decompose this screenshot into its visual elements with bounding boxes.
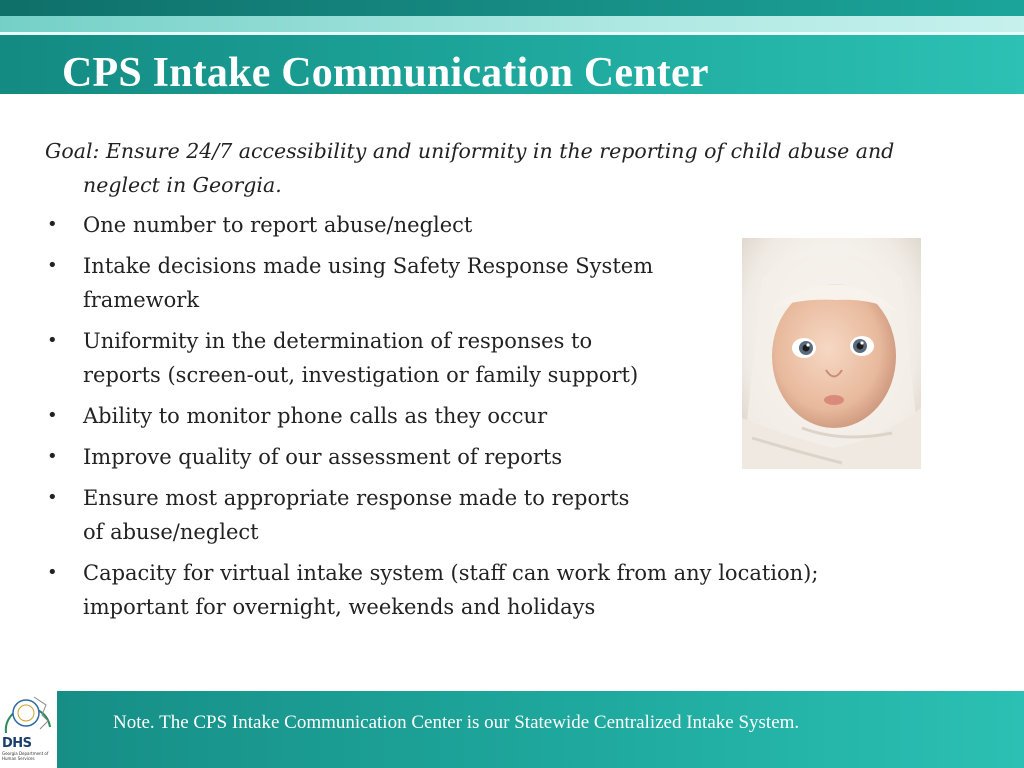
banner-light-stripe <box>0 16 1024 32</box>
goal-statement: Goal: Ensure 24/7 accessibility and uniformity in the reporting of child abuse and neglect in Georgia. <box>45 139 895 197</box>
bullet-text: Improve quality of our assessment of reports <box>83 445 563 469</box>
title-banner <box>0 0 1024 94</box>
banner-white-rule <box>0 32 1024 35</box>
footer-note: Note. The CPS Intake Communication Center is our Statewide Centralized Intake System. <box>113 712 800 733</box>
bullet-dot: • <box>47 446 58 467</box>
dhs-logo <box>0 691 57 768</box>
bullet-dot: • <box>47 330 58 351</box>
baby-photo-illustration <box>742 238 921 469</box>
dhs-logo-text: DHS <box>2 736 32 751</box>
bullet-item <box>45 324 673 392</box>
bullet-item <box>45 249 673 317</box>
bullet-item <box>45 440 845 474</box>
georgia-seal-icon <box>0 691 57 736</box>
bullet-dot: • <box>47 214 58 235</box>
bullet-item <box>45 556 873 624</box>
bullet-item <box>45 481 643 549</box>
bullet-text: One number to report abuse/neglect <box>83 213 473 237</box>
bullet-text: Ability to monitor phone calls as they occur <box>83 404 548 428</box>
banner-top-band <box>0 0 1024 16</box>
bullet-text: Uniformity in the determination of responses to reports (screen-out, investigation or family support) <box>83 329 639 387</box>
bullet-dot: • <box>47 562 58 583</box>
bullet-text: Intake decisions made using Safety Response System framework <box>83 254 654 312</box>
bullet-list <box>45 208 845 631</box>
dhs-logo-subtitle: Georgia Department of Human Services <box>2 751 49 761</box>
baby-photo <box>742 238 921 469</box>
footer-banner <box>57 691 1024 768</box>
bullet-dot: • <box>47 487 58 508</box>
bullet-text: Ensure most appropriate response made to reports of abuse/neglect <box>83 486 630 544</box>
slide-title: CPS Intake Communication Center <box>62 50 709 96</box>
bullet-dot: • <box>47 405 58 426</box>
bullet-item <box>45 208 845 242</box>
bullet-text: Capacity for virtual intake system (staff can work from any location); important for overnight, weekends and holidays <box>83 561 819 619</box>
bullet-dot: • <box>47 255 58 276</box>
bullet-item <box>45 399 845 433</box>
